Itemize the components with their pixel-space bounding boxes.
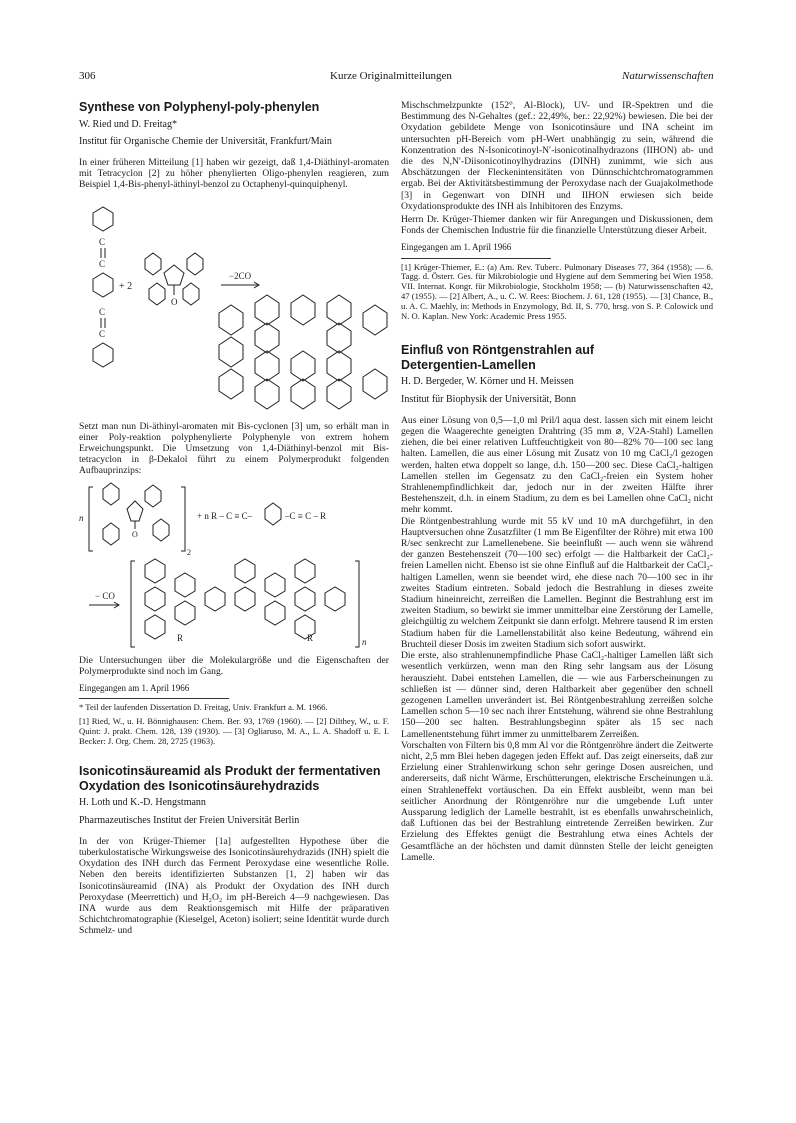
- article1-title: Synthese von Polyphenyl-poly-phenylen: [79, 100, 320, 114]
- article3-title: Einfluß von Röntgenstrahlen auf Detergentien-Lamellen: [401, 343, 595, 372]
- page-number: 306: [79, 70, 96, 82]
- svg-text:C: C: [99, 306, 106, 317]
- minus-co-label: − CO: [95, 590, 115, 601]
- article2-body-left: In der von Krüger-Thiemer [1a] aufgestellten Hypothese über die tuberkulostatische Wirkungsweise des Isonicotinsäurehydrazids (INH) spielt die Oxydation des INH durch das Ferment Peroxydase eine wesentliche Rolle. Neben den bereits identifizierten Substanzen [1, 2] haben wir das Isonicotinsäureamid (INA) als Produkt der Oxydation des INH durch Peroxydase (Meerrettich) und H₂O₂ im pH-Bereich 4—9 nachgewiesen. Das INA wurde aus dem Reaktionsgemisch mit Hilfe der präparativen Schichtchromatographie (Kieselgel, Aceton) isoliert; seine Identität wurde durch Schmelz- und: [79, 835, 389, 937]
- article1-intro: In einer früheren Mitteilung [1] haben wir gezeigt, daß 1,4-Diäthinyl-aromaten mit Tetracyclon [2] zu höher phenylierten Oligo-phenylen reagieren, zum Beispiel 1,4-Bis-phenyl-äthinyl-benzol zu Octaphenyl-quinquiphenyl.: [79, 156, 389, 191]
- bis-phenylethinyl-benzene-structure: [93, 207, 113, 367]
- article1-para3: Die Untersuchungen über die Molekulargröße und die Eigenschaften der Polymerprodukte sind noch im Gang.: [79, 654, 389, 677]
- reagent-text-2: –C ≡ C – R: [285, 510, 327, 521]
- article3-p2: Die Röntgenbestrahlung wurde mit 55 kV und 10 mA durchgeführt, in den Hauptversuchen ohne Zusatzfilter (1 mm Be Eigenfilter der Röhre) mit etwa 100 R/sec senkrecht zur Lamellenebene. Sie beeinflußt — auch wenn sie während der ganzen Bestehenszeit (70—100 sec) erfolgt — die Haltbarkeit der CaCl₂-freien Lamellen nicht. Ebenso ist sie ohne Einfluß auf die Haltbarkeit der CaCl₂-haltigen Lamellen, wenn sie beendet wird, ehe diese nach 70—100 sec in ihr zweites Stadium eintreten. Sobald jedoch die Bestrahlung in dieses zweite Stadium hineinreicht, zerreißen die Lamellen. Beginnt die Bestrahlung erst im zweiten Stadium, so bewirkt sie immer unmittelbar eine Zerstörung der Lamelle, gleichgültig zu welchem Zeitpunkt sie dann erfolgt. Mehrere tausend R im ersten Stadium haben für die Lamellenstabilität also keine Bedeutung, während ein Bruchteil dieser Dosis im zweiten Stadium sich sofort auswirkt.: [401, 515, 713, 650]
- svg-text:R: R: [177, 632, 184, 643]
- svg-text:O: O: [171, 296, 178, 307]
- article2-body-right: Mischschmelzpunkte (152°, Al-Block), UV- und IR-Spektren und die Bestimmung des N-Gehaltes (gef.: 22,49%, ber.: 22,92%) bewiesen. Die bei der Oxydation gebildete Menge von Isonicotinsäure und INA scheint im untersuchten pH-Bereich vom pH-Wert unabhängig zu sein, während die Konzentration des N-Isonicotinoyl-N′-isonicotinalhydrazons (IIHON) ab- und die des N,N′-Diisonicotinoylhydrazins (DINH) zunimmt, wie sich aus Abschätzungen der Fleckenintensitäten von Dünnschichtchromatogrammen ergab. Bei der Aktivitätsbestimmung der Peroxydase nach der Guajakolmethode [3] in Gegenwart von DINH und IIHON erwiesen sich beide Oxydationsprodukte des INH als Inhibitoren des Enzyms.: [401, 100, 713, 212]
- article3-institution: Institut für Biophysik der Universität, Bonn: [401, 393, 576, 405]
- article3-authors: H. D. Bergeder, W. Körner und H. Meissen: [401, 376, 574, 388]
- reaction-scheme-1: [79, 195, 389, 415]
- article1-received: Eingegangen am 1. April 1966: [79, 682, 190, 693]
- running-section: Kurze Originalmitteilungen: [330, 70, 452, 82]
- svg-text:n: n: [79, 512, 84, 523]
- article2-institution: Pharmazeutisches Institut der Freien Universität Berlin: [79, 814, 300, 826]
- article1-institution: Institut für Organische Chemie der Universität, Frankfurt/Main: [79, 135, 332, 147]
- article1-footnote: * Teil der laufenden Dissertation D. Freitag, Univ. Frankfurt a. M. 1966.: [79, 702, 328, 713]
- left-column: [79, 100, 389, 937]
- article1-authors: W. Ried und D. Freitag*: [79, 118, 177, 130]
- svg-text:2: 2: [187, 547, 191, 557]
- bis-tetracyclone-structure: [103, 483, 169, 545]
- article2-authors: H. Loth und K.-D. Hengstmann: [79, 797, 206, 809]
- article3-p1: Aus einer Lösung von 0,5—1,0 ml Pril/l aqua dest. lassen sich mit einem leicht gegen die Waagerechte geneigten Drahtring (35 mm ⌀, V2A-Stahl) Lamellen ziehen, die bei einer relativen Luftfeuchtigkeit von 80—82% 70—100 sec lang halten. Lamellen, die aus einer Lösung mit Zusatz von 10 mg CaCl₂/l gezogen werden, halten etwa doppelt so lange, d.h. 150—200 sec. Diese CaCl₂-haltigen Lamellen stellen im Gegensatz zu den CaCl₂-freien ein System hoher Strahlenempfindlichkeit dar, jedoch nur in der zweiten Hälfte ihrer Bestehenszeit, d.h. in einem Stadium, zu dem es bei Lamellen ohne CaCl₂ nicht mehr kommt.: [401, 414, 713, 516]
- plus-2: + 2: [119, 280, 133, 292]
- svg-text:O: O: [132, 529, 138, 539]
- article1-para2: Setzt man nun Di-äthinyl-aromaten mit Bis-cyclonen [3] um, so erhält man in einer Poly-reaktion polyphenylierte Polyphenyle von extrem hohem Erweichungspunkt. Die Umsetzung von 1,4-Diäthinyl-benzol mit Bis-tetracyclon in β-Dekalol führt zu einem Polymerprodukt folgenden Aufbauprinzips:: [79, 420, 389, 477]
- article2-title: Isonicotinsäureamid als Produkt der fermentativen Oxydation des Isonicotinsäurehydrazids: [79, 764, 381, 793]
- svg-text:n: n: [362, 636, 367, 647]
- footnote-rule: [79, 698, 229, 699]
- article2-thanks: Herrn Dr. Krüger-Thiemer danken wir für Anregungen und Diskussionen, dem Fonds der Chemischen Industrie für die finanzielle Unterstützung dieser Arbeit.: [401, 214, 713, 237]
- article1-references: [1] Ried, W., u. H. Bönnighausen: Chem. Ber. 93, 1769 (1960). — [2] Dilthey, W., u. F. Quint: J. prakt. Chem. 128, 139 (1930). — [3] Ogliaruso, M. A., L. A. Shadoff u. E. I. Becker: J. Org. Chem. 28, 2725 (1963).: [79, 715, 389, 746]
- reaction-scheme-2: [79, 481, 389, 651]
- octaphenyl-quinquiphenyl-structure: [219, 295, 387, 409]
- journal-name: Naturwissenschaften: [622, 70, 714, 82]
- article3-p4: Vorschalten von Filtern bis 0,8 mm Al vor die Röntgenröhre ändert die Zeitwerte nicht, 2,5 mm Blei heben dagegen jeden Effekt auf. Das zeigt einerseits, daß zur Erzielung einer Strahlenwirkung schon sehr geringe Dosen ausreichen, und andererseits, daß nicht Wärme, Erschütterungen, elektrische Erscheinungen u.ä. einen Strahleneffekt vortäuschen. Da ein Effekt ausbleibt, wenn man bei seitlicher Anordnung der Röntgenröhre nur die umgebende Luft unter Aussparung lediglich der Lamelle bestrahlt, ist es ebenfalls unwahrscheinlich, daß Luftionen das bei der Bestrahlung eintretende Zerreißen bewirken. Zur Erzielung des Effektes genügt die Bestrahlung etwa eines Achtels der Gesamtfläche an der höchsten und damit dünnsten Stelle der leicht geneigten Lamelle.: [401, 739, 713, 863]
- reagent-text: + n R – C ≡ C–: [197, 510, 253, 521]
- article2-received: Eingegangen am 1. April 1966: [401, 242, 512, 253]
- references-rule: [401, 258, 551, 259]
- svg-text:C: C: [99, 236, 106, 247]
- svg-text:C: C: [99, 328, 106, 339]
- svg-text:R: R: [307, 632, 314, 643]
- article3-p3: Die erste, also strahlenunempfindliche Phase CaCl₂-haltiger Lamellen läßt sich wesentlich verkürzen, wenn man den Ring sehr langsam aus der Lösung herauszieht. Dabei entstehen Lamellen, die — wie aus Farberscheinungen zu schließen ist — dünner sind, deren Haltbarkeit aber gegenüber den schnell gezogenen Lamellen unverändert ist. Bei Röntgenbestrahlung zerreißen solche Lamellen schon 5—10 sec nach ihrer Entstehung, während sie ohne Bestrahlung 150—200 sec halten. Bestrahlungsbeginn später als 15 sec nach Lamellenentstehung führt immer zu unmittelbarem Zerreißen.: [401, 650, 713, 740]
- right-column: [401, 100, 713, 863]
- arrow-label-minus-2co: −2CO: [229, 270, 252, 281]
- svg-text:C: C: [99, 258, 106, 269]
- article2-references: [1] Krüger-Thiemer, E.: (a) Am. Rev. Tuberc. Pulmonary Diseases 77, 364 (1958); — 6. Tagg. d. Österr. Ges. für Mikrobiologie und Hygiene auf dem Semmering bei Wien 1958. VII. Internat. Kongr. für Mikrobiologie, Stockholm 1958; — (b) Naturwissenschaften 42, 47 (1955). — [2] Albert, A., u. C. W. Rees: Biochem. J. 61, 128 (1955). — [3] Chance, B., u. A. C. Maehly, in: Methods in Enzymology, Bd. II, S. 770, hrsg. von S. P. Colowick und N. O. Kaplan. New York: Academic Press 1955.: [401, 261, 713, 321]
- tetracyclone-structure: [145, 253, 203, 307]
- polymer-repeat-unit-structure: [145, 559, 345, 639]
